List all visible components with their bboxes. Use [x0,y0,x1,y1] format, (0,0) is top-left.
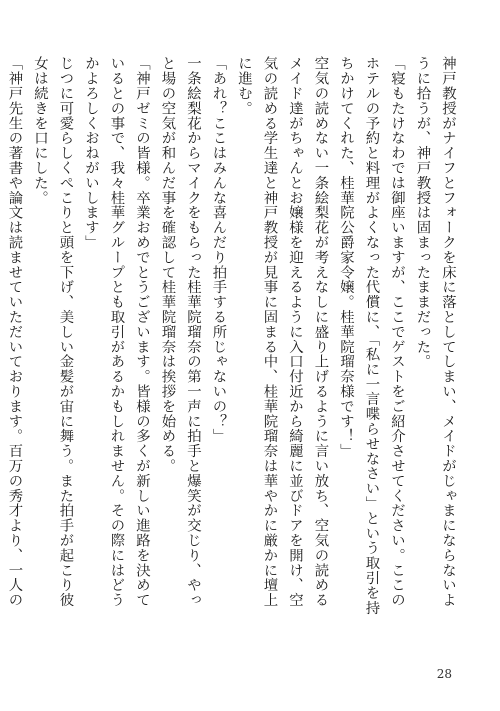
paragraph: 「寝もたけなわでは御座いますが、ここでゲストをご紹介させてください。ここのホテルの予約と料理がよくなった代償に、「私に一言喋らせなさい」という取引を持ちかけてくれた、桂華院公爵家令嬢。桂華院瑠奈様です！」 [338,56,405,615]
paragraph: 「神戸先生の著書や論文は読ませていただいております。百万の秀才より、一人の [6,56,23,608]
paragraph: 空気の読めない一条絵梨花が考えなしに盛り上げるように言い放ち、空気の読めるメイド達がちゃんとお嬢様を迎えるように入口付近から綺麗に並びドアを開け、空気の読める学生達と神戸教授が見事に固まる中、桂華院瑠奈は華やかに厳かに壇上に進む。 [236,56,329,608]
page-number: 28 [436,667,452,681]
paragraph: 神戸教授がナイフとフォークを床に落としてしまい、メイドがじゃまにならないように拾うが、神戸教授は固まったままだった。 [414,56,456,608]
vertical-text-body [6,56,460,616]
paragraph: 「あれ？ここはみんな喜んだり拍手する所じゃないの？」 [210,56,227,444]
paragraph: 一条絵梨花からマイクをもらった桂華院瑠奈の第一声に拍手と爆笑が交じり、やっと場の空気が和んだ事を確認して桂華院瑠奈は挨拶を始める。 [159,56,201,608]
paragraph: 「神戸ゼミの皆様。卒業おめでとうございます。皆様の多くが新しい進路を決めているとの事で、我々桂華グループとも取引があるかもしれません。その際にはどうかよろしくおねがいします」 [83,56,150,608]
paragraph: じつに可愛らしくぺこりと頭を下げ、美しい金髪が宙に舞う。また拍手が起こり彼女は続きを口にした。 [32,56,74,608]
